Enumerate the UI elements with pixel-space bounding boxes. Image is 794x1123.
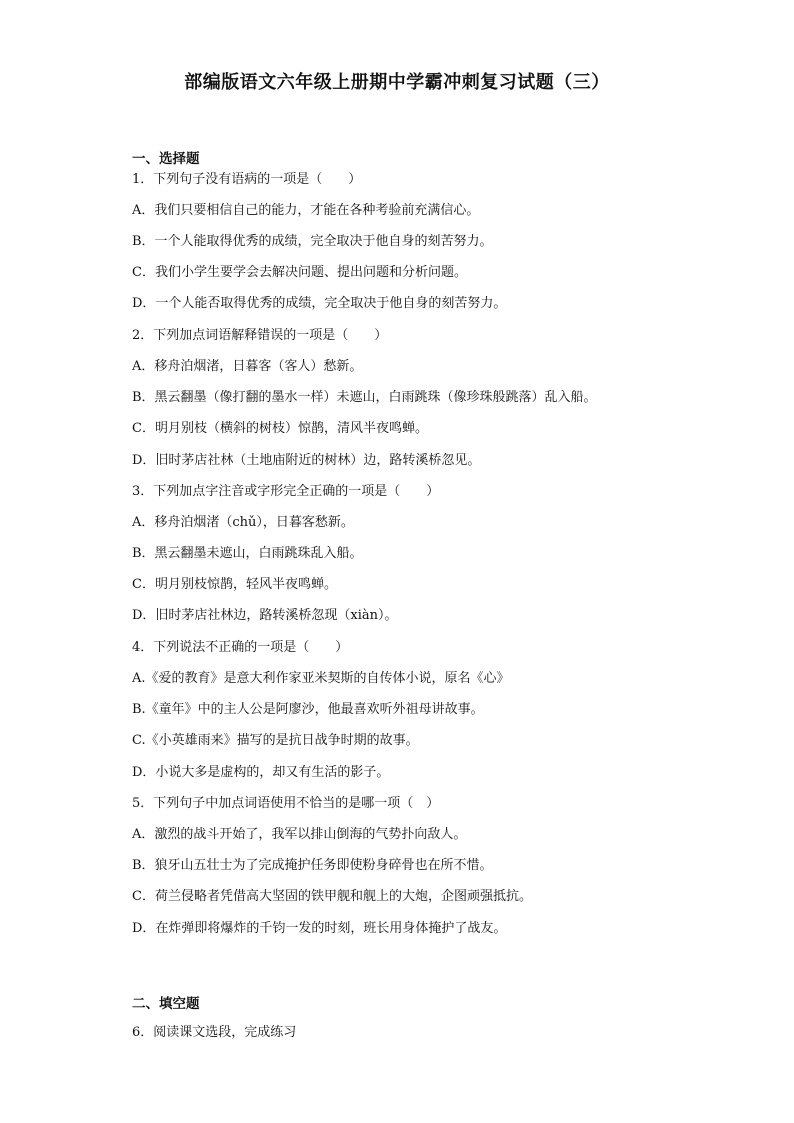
section-heading-fill-blank: 二、填空题 — [132, 996, 200, 1012]
answer-option: B．黑云翻墨未遮山，白雨跳珠乱入船。 — [132, 546, 363, 561]
question-stem: 5．下列句子中加点词语使用不恰当的是哪一项（ ） — [132, 796, 440, 811]
answer-option: A．移舟泊烟渚，日暮客（客人）愁新。 — [132, 359, 363, 374]
question-stem: 1．下列句子没有语病的一项是（ ） — [132, 172, 362, 187]
answer-option: B．狼牙山五壮士为了完成掩护任务即使粉身碎骨也在所不惜。 — [132, 858, 493, 873]
answer-option: A．我们只要相信自己的能力，才能在各种考验前充满信心。 — [132, 203, 480, 218]
answer-option: B．一个人能取得优秀的成绩，完全取决于他自身的刻苦努力。 — [132, 234, 493, 249]
question-stem: 3．下列加点字注音或字形完全正确的一项是（ ） — [132, 484, 440, 499]
answer-option: C.《小英雄雨来》描写的是抗日战争时期的故事。 — [132, 733, 419, 748]
answer-option: D．一个人能否取得优秀的成绩，完全取决于他自身的刻苦努力。 — [132, 296, 507, 311]
answer-option: B.《童年》中的主人公是阿廖沙，他最喜欢听外祖母讲故事。 — [132, 702, 484, 717]
answer-option: D．在炸弹即将爆炸的千钧一发的时刻，班长用身体掩护了战友。 — [132, 921, 507, 936]
answer-option: B．黑云翻墨（像打翻的墨水一样）未遮山，白雨跳珠（像珍珠般跳落）乱入船。 — [132, 390, 597, 405]
question-stem: 4．下列说法不正确的一项是（ ） — [132, 640, 349, 655]
page-title: 部编版语文六年级上册期中学霸冲刺复习试题（三） — [184, 72, 610, 93]
question-stem: 2．下列加点词语解释错误的一项是（ ） — [132, 328, 388, 343]
question-stem: 6．阅读课文选段，完成练习 — [132, 1025, 297, 1040]
answer-option: C．明月别枝惊鹊，轻风半夜鸣蝉。 — [132, 577, 337, 592]
answer-option: D．旧时茅店社林边，路转溪桥忽现（xiàn）。 — [132, 608, 398, 623]
answer-option: D．旧时茅店社林（土地庙附近的树林）边，路转溪桥忽见。 — [132, 453, 481, 468]
answer-option: C．我们小学生要学会去解决问题、提出问题和分析问题。 — [132, 265, 467, 280]
answer-option: C．荷兰侵略者凭借高大坚固的铁甲舰和舰上的大炮，企图顽强抵抗。 — [132, 889, 532, 904]
answer-option: A．移舟泊烟渚（chǔ），日暮客愁新。 — [132, 515, 354, 530]
section-heading-choice: 一、选择题 — [132, 151, 200, 167]
answer-option: A.《爱的教育》是意大利作家亚米契斯的自传体小说，原名《心》 — [132, 671, 510, 686]
answer-option: A．激烈的战斗开始了，我军以排山倒海的气势扑向敌人。 — [132, 827, 467, 842]
answer-option: C．明月别枝（横斜的树枝）惊鹊，清风半夜鸣蝉。 — [132, 421, 428, 436]
answer-option: D．小说大多是虚构的，却又有生活的影子。 — [132, 765, 390, 780]
